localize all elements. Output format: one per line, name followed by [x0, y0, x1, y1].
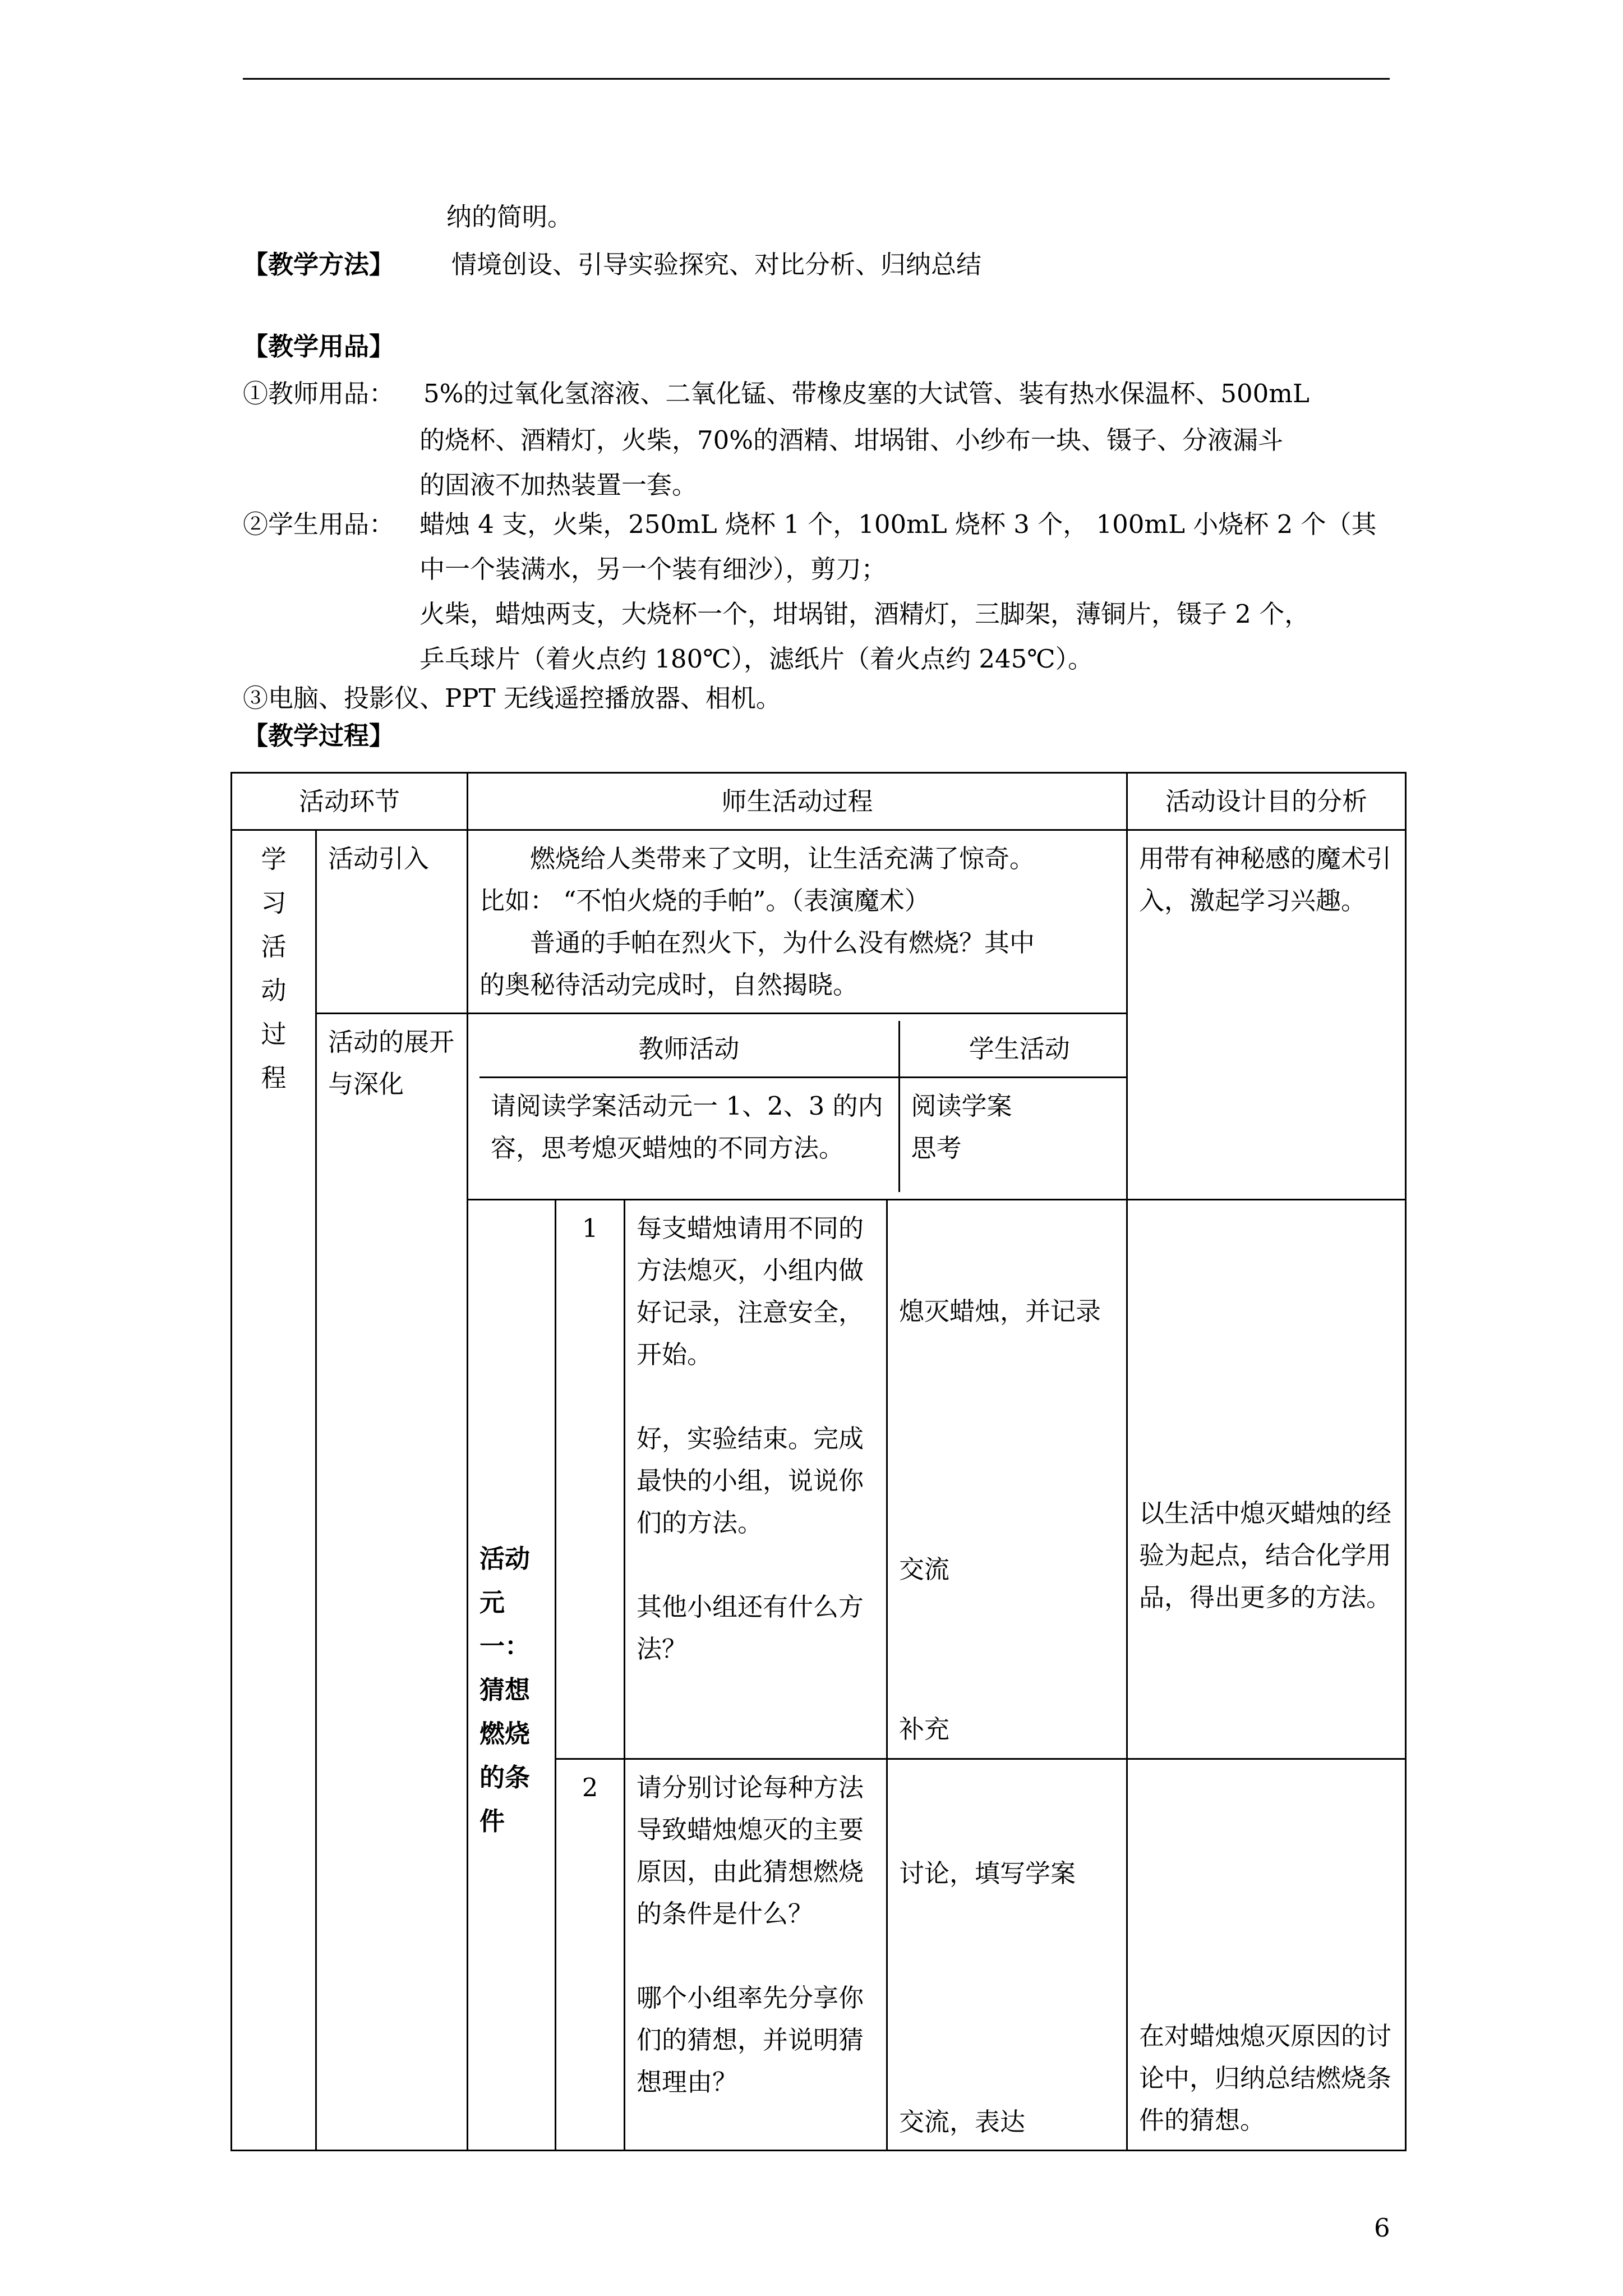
teacher-supplies-line: 5%的过氧化氢溶液、二氧化锰、带橡皮塞的大试管、装有热水保温杯、500mL — [423, 379, 1310, 408]
intro-line: 普通的手帕在烈火下，为什么没有燃烧？其中 — [530, 928, 1035, 958]
step-number: 1 — [556, 1200, 625, 1759]
step-student-text: 交流，表达 — [899, 2107, 1026, 2137]
teacher-supplies-line: 的烧杯、酒精灯，火柴，70%的酒精、坩埚钳、小纱布一块、镊子、分液漏斗 — [419, 425, 1284, 455]
student-supplies-line: 乒乓球片（着火点约 180℃），滤纸片（着火点约 245℃）。 — [419, 644, 1094, 674]
step-teacher-text: 其他小组还有什么方法？ — [637, 1592, 864, 1664]
step-student — [887, 1200, 1127, 1759]
teacher-activity-header: 教师活动 — [479, 1021, 899, 1078]
stage-char: 动 — [261, 976, 287, 1005]
student-supplies-line: 火柴，蜡烛两支，大烧杯一个，坩埚钳，酒精灯，三脚架，薄铜片，镊子 2 个， — [419, 599, 1310, 629]
step-number: 2 — [556, 1759, 625, 2151]
header-stage: 活动环节 — [232, 773, 468, 830]
teacher-supplies-line: 的固液不加热装置一套。 — [419, 470, 698, 500]
reading-teacher: 请阅读学案活动元一 1、2、3 的内容，思考熄灭蜡烛的不同方法。 — [479, 1078, 899, 1193]
other-supplies: ③电脑、投影仪、PPT 无线遥控播放器、相机。 — [243, 683, 781, 713]
intro-line: 纳的简明。 — [446, 202, 573, 232]
intro-line: 燃烧给人类带来了文明，让生活充满了惊奇。 — [530, 844, 1035, 873]
step-teacher-text: 好，实验结束。完成最快的小组，说说你们的方法。 — [637, 1424, 864, 1538]
reading-student-line: 阅读学案 — [911, 1091, 1012, 1121]
method-label: 【教学方法】 — [243, 250, 395, 279]
teacher-supplies-label: ①教师用品： — [243, 379, 395, 408]
reading-student-line: 思考 — [911, 1133, 962, 1163]
header-rule — [243, 78, 1390, 80]
intro-content — [468, 830, 1127, 1014]
step-student-text: 补充 — [899, 1714, 950, 1744]
reading-section — [468, 1014, 1127, 1200]
student-supplies-label: ②学生用品： — [243, 509, 395, 539]
step-student — [887, 1759, 1127, 2151]
stage-char: 过 — [261, 1019, 287, 1049]
unit-name: 活动元一：猜想燃烧的条件 — [468, 1200, 556, 2151]
stage-char: 习 — [261, 888, 287, 918]
stage-cell — [232, 830, 316, 2151]
step-teacher-text: 哪个小组率先分享你们的猜想，并说明猜想理由？ — [637, 1983, 864, 2097]
step-student-text: 熄灭蜡烛，并记录 — [899, 1296, 1101, 1326]
purpose-text: 以生活中熄灭蜡烛的经验为起点，结合化学用品，得出更多的方法。 — [1139, 1498, 1392, 1612]
student-supplies-line: 蜡烛 4 支，火柴，250mL 烧杯 1 个，100mL 烧杯 3 个， 100mL 小烧杯 2 个（其 — [419, 509, 1377, 539]
stage-char: 学 — [261, 844, 287, 874]
step-teacher-text: 请分别讨论每种方法导致蜡烛熄灭的主要原因，由此猜想燃烧的条件是什么？ — [637, 1773, 864, 1929]
supplies-label: 【教学用品】 — [243, 332, 395, 361]
step-teacher — [625, 1200, 887, 1759]
intro-line: 比如： “不怕火烧的手帕”。（表演魔术） — [479, 886, 930, 915]
process-label: 【教学过程】 — [243, 721, 395, 751]
header-purpose: 活动设计目的分析 — [1127, 773, 1406, 830]
reading-student — [899, 1078, 1127, 1193]
student-supplies-line: 中一个装满水，另一个装有细沙），剪刀； — [419, 554, 887, 584]
step-student-text: 交流 — [899, 1554, 950, 1584]
stage-char: 程 — [261, 1063, 287, 1093]
header-process: 师生活动过程 — [468, 773, 1127, 830]
step-teacher-text: 每支蜡烛请用不同的方法熄灭，小组内做好记录，注意安全，开始。 — [637, 1213, 864, 1369]
student-activity-header: 学生活动 — [899, 1021, 1127, 1078]
purpose-text: 在对蜡烛熄灭原因的讨论中，归纳总结燃烧条件的猜想。 — [1139, 2021, 1392, 2135]
purpose-cell — [1127, 1759, 1406, 2151]
step-teacher — [625, 1759, 887, 2151]
intro-line: 的奥秘待活动完成时，自然揭晓。 — [479, 970, 859, 1000]
purpose-cell — [1127, 1200, 1406, 1759]
page-number: 6 — [1374, 2213, 1390, 2243]
step-student-text: 讨论，填写学案 — [899, 1858, 1076, 1888]
intro-purpose: 用带有神秘感的魔术引入，激起学习兴趣。 — [1127, 830, 1406, 1200]
method-text: 情境创设、引导实验探究、对比分析、归纳总结 — [451, 250, 982, 279]
process-table — [230, 772, 1407, 2151]
intro-name: 活动引入 — [316, 830, 468, 1014]
deepen-name: 活动的展开与深化 — [316, 1014, 468, 2151]
stage-char: 活 — [261, 932, 287, 961]
